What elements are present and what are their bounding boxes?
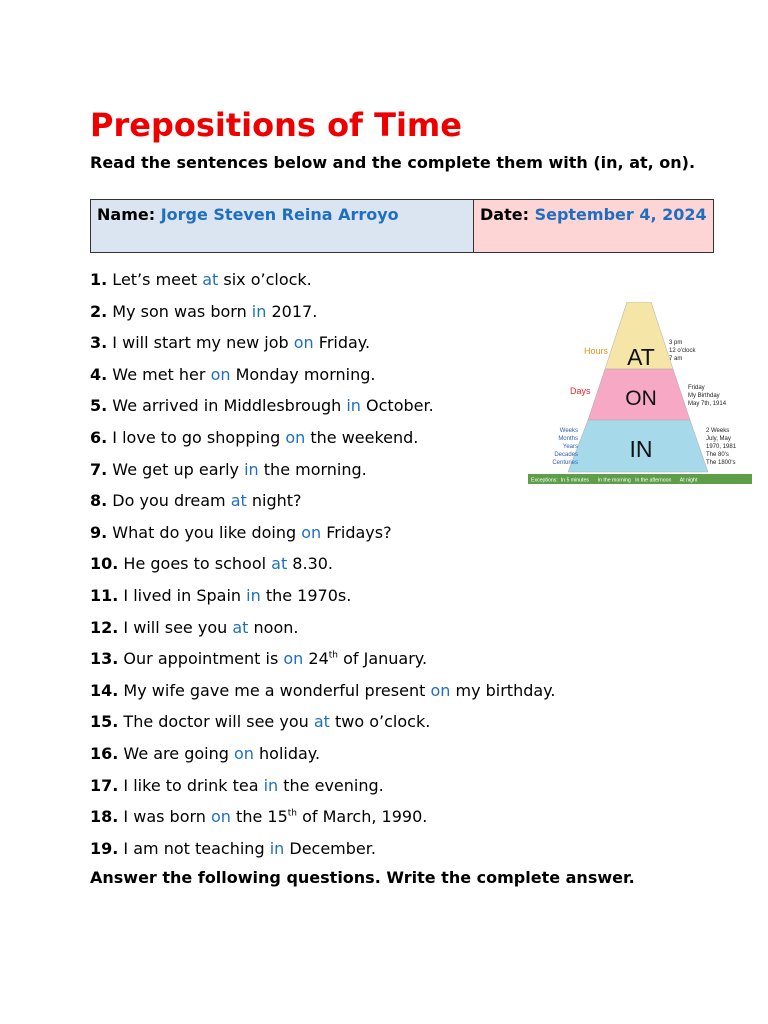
sentence-text-tail: of March, 1990.	[296, 807, 428, 827]
sentence-text-after: Friday.	[313, 333, 371, 353]
sentence-number: 6.	[90, 427, 108, 447]
page-title: Prepositions of Time	[90, 106, 462, 144]
pyramid-left-in-item: Years	[562, 444, 578, 450]
name-label: Name:	[97, 205, 156, 224]
instructions: Read the sentences below and the complete them with (in, at, on).	[90, 153, 696, 172]
pyramid-right-in-item: 2 Weeks	[706, 428, 730, 434]
sentence-item	[90, 643, 530, 675]
date-value: September 4, 2024	[534, 205, 707, 224]
sentence-number: 4.	[90, 364, 108, 384]
sentence-text-before: My son was born	[107, 301, 252, 321]
sentence-text-after: two o’clock.	[329, 712, 431, 732]
sentence-number: 8.	[90, 491, 108, 511]
sentence-text-before: The doctor will see you	[118, 712, 314, 732]
sentence-text-after: 24	[303, 649, 329, 669]
sentence-item	[90, 485, 530, 517]
sentence-number: 18.	[90, 807, 119, 827]
sentence-number: 2.	[90, 301, 108, 321]
sentence-ordinal-suffix: th	[287, 808, 297, 819]
sentence-answer: in	[251, 301, 267, 321]
sentence-number: 10.	[90, 554, 119, 574]
sentence-answer: in	[346, 396, 361, 416]
sentence-number: 11.	[90, 585, 119, 605]
sentence-text-before: Let’s meet	[107, 270, 203, 289]
pyramid-right-in-item: The 1800's	[706, 460, 736, 466]
pyramid-at-label: AT	[627, 344, 655, 370]
sentence-text-after: the weekend.	[305, 427, 419, 447]
sentence-ordinal-suffix: th	[328, 650, 339, 661]
sentence-item	[90, 548, 530, 580]
pyramid-left-in-item: Weeks	[559, 428, 578, 434]
date-label: Date:	[480, 205, 529, 224]
pyramid-in-label: IN	[629, 436, 653, 462]
sentence-answer: on	[211, 807, 231, 827]
sentence-text-after: the morning.	[258, 459, 367, 479]
sentence-item	[90, 675, 556, 707]
pyramid-left-in-item: Decades	[554, 452, 578, 458]
sentence-number: 17.	[90, 775, 119, 795]
sentence-number: 1.	[90, 270, 108, 289]
sentence-item	[90, 517, 530, 549]
pyramid-right-on-item: May 7th, 1914	[688, 401, 727, 407]
sentence-item	[90, 580, 530, 612]
sentence-text-before: He goes to school	[118, 554, 272, 574]
sentence-number: 13.	[90, 649, 119, 669]
sentence-number: 15.	[90, 712, 119, 732]
sentence-answer: on	[233, 743, 254, 763]
sentence-answer: in	[246, 585, 261, 605]
sentence-answer: at	[271, 554, 288, 574]
pyramid-right-on-item: Friday	[688, 385, 705, 391]
pyramid-exceptions-text: Exceptions: In 5 minutes In the morning In the afternoon At night	[531, 477, 698, 484]
sentence-number: 14.	[90, 680, 119, 700]
sentence-answer: in	[269, 838, 285, 858]
sentence-text-before: Do you dream	[107, 491, 231, 511]
pyramid-left-in-item: Months	[558, 436, 578, 442]
sentence-text-before: We are going	[118, 743, 234, 763]
sentence-answer: in	[244, 459, 259, 479]
sentence-text-after: October.	[360, 396, 434, 416]
sentence-text-before: We met her	[107, 364, 211, 384]
sentence-answer: at	[202, 270, 219, 289]
sentence-text-before: I will see you	[118, 617, 233, 637]
sentence-text-before: I like to drink tea	[118, 775, 264, 795]
sentence-item	[90, 612, 530, 644]
sentence-item	[90, 738, 530, 770]
sentence-answer: at	[230, 491, 247, 511]
sentence-text-before: I was born	[118, 807, 212, 827]
sentence-number: 9.	[90, 522, 108, 542]
sentence-number: 7.	[90, 459, 108, 479]
sentence-text-after: December.	[284, 838, 376, 858]
sentence-item	[90, 833, 530, 865]
sentence-text-after: noon.	[248, 617, 299, 637]
sentence-text-before: We arrived in Middlesbrough	[107, 396, 347, 416]
sentence-text-after: 2017.	[266, 301, 318, 321]
pyramid-right-on-list	[688, 385, 727, 407]
sentence-text-before: I love to go shopping	[107, 427, 286, 447]
sentence-answer: on	[301, 522, 322, 542]
prepositions-pyramid-image	[528, 302, 756, 486]
sentence-item	[90, 770, 530, 802]
pyramid-days-label: Days	[570, 386, 591, 396]
sentence-answer: on	[285, 427, 306, 447]
sentence-text-after: night?	[246, 491, 302, 511]
sentence-text-after: the 1970s.	[260, 585, 352, 605]
sentence-number: 5.	[90, 396, 108, 416]
info-table	[90, 199, 714, 253]
sentence-text-before: Our appointment is	[118, 649, 284, 669]
sentence-answer: on	[210, 364, 231, 384]
pyramid-right-in-item: The 80's	[706, 452, 729, 458]
sentence-number: 3.	[90, 333, 108, 353]
sentence-number: 19.	[90, 838, 119, 858]
sentence-text-before: I am not teaching	[118, 838, 270, 858]
sentence-text-before: I will start my new job	[107, 333, 294, 353]
sentence-text-before: My wife gave me a wonderful present	[118, 680, 431, 700]
sentence-item	[90, 454, 530, 486]
sentence-answer: at	[232, 617, 249, 637]
sentence-answer: on	[430, 680, 451, 700]
sentence-text-after: six o’clock.	[218, 270, 312, 289]
sentence-text-before: We get up early	[107, 459, 245, 479]
pyramid-right-at-item: 3 pm	[669, 340, 683, 346]
sentence-list	[90, 264, 556, 864]
sentence-number: 16.	[90, 743, 119, 763]
sentence-answer: on	[283, 649, 304, 669]
footer-instructions: Answer the following questions. Write the complete answer.	[90, 868, 635, 887]
pyramid-left-in-list	[552, 428, 578, 466]
sentence-text-after: my birthday.	[450, 680, 556, 700]
sentence-text-before: What do you like doing	[107, 522, 302, 542]
pyramid-right-at-item: 7 am	[669, 356, 683, 362]
sentence-item	[90, 359, 530, 391]
pyramid-right-in-list	[706, 428, 737, 466]
sentence-number: 12.	[90, 617, 119, 637]
sentence-answer: in	[263, 775, 279, 795]
sentence-item	[90, 706, 530, 738]
pyramid-hours-label: Hours	[584, 346, 609, 356]
sentence-text-before: I lived in Spain	[118, 585, 247, 605]
sentence-item	[90, 801, 530, 833]
sentence-item	[90, 422, 530, 454]
pyramid-right-at-list	[669, 340, 696, 362]
name-cell	[91, 200, 474, 252]
sentence-text-after: the evening.	[278, 775, 384, 795]
sentence-item	[90, 296, 530, 328]
pyramid-left-in-item: Centuries	[552, 460, 578, 466]
sentence-item	[90, 390, 530, 422]
pyramid-right-on-item: My Birthday	[688, 393, 720, 399]
sentence-text-tail: of January.	[338, 649, 428, 669]
sentence-item	[90, 327, 530, 359]
sentence-answer: on	[293, 333, 314, 353]
name-value: Jorge Steven Reina Arroyo	[160, 205, 399, 224]
sentence-text-after: 8.30.	[287, 554, 334, 574]
pyramid-right-in-item: 1970, 1981	[706, 444, 737, 450]
sentence-answer: at	[313, 712, 330, 732]
sentence-text-after: Monday morning.	[230, 364, 376, 384]
pyramid-right-at-item: 12 o'clock	[669, 348, 696, 354]
sentence-item	[90, 264, 530, 296]
pyramid-on-label: ON	[625, 387, 657, 410]
sentence-text-after: the 15	[230, 807, 288, 827]
pyramid-right-in-item: July, May	[706, 436, 731, 442]
sentence-text-after: holiday.	[253, 743, 321, 763]
sentence-text-after: Fridays?	[321, 522, 392, 542]
date-cell	[474, 200, 713, 252]
